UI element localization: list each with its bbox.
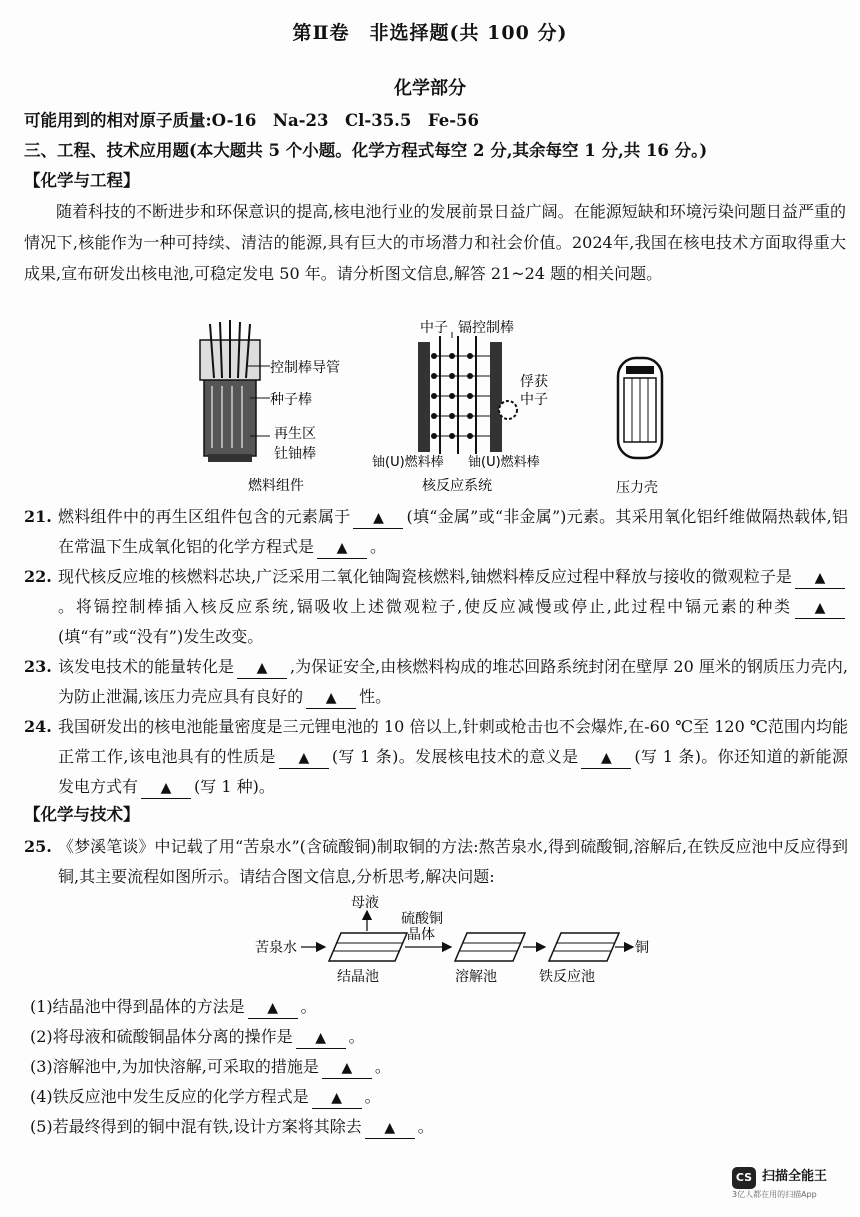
question-text: ,为保证安全,由核燃料构成的堆芯回路系统封闭在壁厚 20 厘米的钢质压力壳内,为防止泄漏,该压力壳应具有良好的	[58, 657, 848, 706]
scanner-logo-icon: CS	[732, 1167, 756, 1189]
sub-question-5	[30, 1112, 830, 1142]
sub-question-text: (3)溶解池中,为加快溶解,可采取的措施是	[30, 1057, 319, 1076]
question-22	[24, 562, 848, 652]
question-text: (写 1 条)。发展核电技术的意义是	[331, 747, 579, 766]
flow-crystal-2: 晶体	[407, 927, 435, 943]
caption-fuel-assembly: 燃料组件	[248, 478, 304, 494]
question-text: (填“有”或“没有”)发生改变。	[58, 627, 264, 646]
question-text: (写 1 种)。	[194, 777, 275, 796]
sub-question-4	[30, 1082, 830, 1112]
sub-question-suffix: 。	[374, 1057, 391, 1076]
label-cd-rod: 镉控制棒	[458, 320, 514, 336]
caption-reactor: 核反应系统	[422, 478, 492, 494]
sub-question-2	[30, 1022, 830, 1052]
question-number: 25.	[24, 837, 52, 856]
question-21	[24, 502, 848, 562]
sub-question-text: (4)铁反应池中发生反应的化学方程式是	[30, 1087, 309, 1106]
pressure-shell-drawing	[618, 358, 662, 458]
iron-reaction-pool	[549, 933, 619, 961]
sub-question-suffix: 。	[348, 1027, 365, 1046]
question-24	[24, 712, 848, 802]
flow-output: 铜	[635, 940, 649, 956]
flow-pool-3: 铁反应池	[539, 969, 595, 985]
dissolving-pool	[455, 933, 525, 961]
answer-blank[interactable]: ▲	[141, 778, 191, 799]
crystallization-pool	[329, 933, 407, 961]
label-guide-tube: 控制棒导管	[270, 360, 340, 376]
question-number: 21.	[24, 507, 52, 526]
question-text: 燃料组件中的再生区组件包含的元素属于	[58, 507, 351, 526]
label-u-rod-right: 铀(U)燃料棒	[468, 455, 540, 470]
sub-question-text: (5)若最终得到的铜中混有铁,设计方案将其除去	[30, 1117, 362, 1136]
answer-blank[interactable]: ▲	[353, 508, 403, 529]
flow-pool-2: 溶解池	[455, 969, 497, 985]
answer-blank[interactable]: ▲	[317, 538, 367, 559]
answer-blank[interactable]: ▲	[306, 688, 356, 709]
question-number: 22.	[24, 567, 52, 586]
label-capture-1: 俘获	[520, 374, 548, 390]
answer-blank[interactable]: ▲	[279, 748, 329, 769]
label-seed-rod: 种子棒	[270, 392, 312, 408]
answer-blank[interactable]: ▲	[237, 658, 287, 679]
question-text: (填“金属”或“非金属”)元素。其采用氧化铝纤维做隔热载体,铝在常温下生成氧化铝的化学方程式是	[58, 507, 848, 556]
question-text: 。	[370, 537, 387, 556]
question-23	[24, 652, 848, 712]
technology-label: 【化学与技术】	[24, 805, 140, 824]
fuel-assembly-drawing	[200, 320, 270, 462]
sub-question-3	[30, 1052, 830, 1082]
part-title: 化学部分	[394, 78, 466, 99]
label-u-rod-left: 铀(U)燃料棒	[372, 455, 444, 470]
label-thorium-rod: 钍铀棒	[274, 446, 316, 462]
answer-blank[interactable]: ▲	[795, 568, 845, 589]
question-25	[24, 832, 848, 892]
question-number: 23.	[24, 657, 52, 676]
question-text: 该发电技术的能量转化是	[58, 657, 235, 676]
reactor-drawing	[418, 332, 517, 454]
flow-mother-liquor: 母液	[351, 895, 379, 911]
flow-diagram	[255, 893, 655, 989]
answer-blank[interactable]: ▲	[296, 1028, 346, 1049]
engineering-label: 【化学与工程】	[24, 171, 140, 190]
sub-question-suffix: 。	[364, 1087, 381, 1106]
intro-passage: 随着科技的不断进步和环保意识的提高,核电池行业的发展前景日益广阔。在能源短缺和环境污染问题日益严重的情况下,核能作为一种可持续、清洁的能源,具有巨大的市场潜力和社会价值。2024年,我国在核电技术方面取得重大成果,宣布研发出核电池,可稳定发电 50 年。请分析图文信息,解答 21~24 题的相关问题。	[24, 202, 846, 283]
sub-question-suffix: 。	[300, 997, 317, 1016]
scanner-watermark	[732, 1165, 842, 1205]
answer-blank[interactable]: ▲	[581, 748, 631, 769]
answer-blank[interactable]: ▲	[365, 1118, 415, 1139]
label-neutron: 中子	[420, 320, 448, 336]
answer-blank[interactable]: ▲	[312, 1088, 362, 1109]
sub-question-text: (2)将母液和硫酸铜晶体分离的操作是	[30, 1027, 293, 1046]
question-number: 24.	[24, 717, 52, 736]
atomic-masses: 可能用到的相对原子质量:O-16 Na-23 Cl-35.5 Fe-56	[24, 111, 480, 130]
question-text: 《梦溪笔谈》中记载了用“苦泉水”(含硫酸铜)制取铜的方法:熬苦泉水,得到硫酸铜,溶解后,在铁反应池中反应得到铜,其主要流程如图所示。请结合图文信息,分析思考,解决问题:	[58, 837, 848, 886]
question-text: 我国研发出的核电池能量密度是三元锂电池的 10 倍以上,针刺或枪击也不会爆炸,在-60 ℃至 120 ℃范围内均能正常工作,该电池具有的性质是	[58, 717, 848, 766]
flow-pool-1: 结晶池	[337, 969, 379, 985]
nuclear-figure	[190, 318, 670, 498]
sub-question-text: (1)结晶池中得到晶体的方法是	[30, 997, 245, 1016]
flow-crystal-1: 硫酸铜	[401, 911, 443, 927]
answer-blank[interactable]: ▲	[248, 998, 298, 1019]
label-regen-zone: 再生区	[274, 426, 316, 442]
flow-input: 苦泉水	[255, 940, 297, 956]
answer-blank[interactable]: ▲	[795, 598, 845, 619]
scanner-tagline: 3亿人都在用的扫描App	[732, 1190, 817, 1199]
answer-blank[interactable]: ▲	[322, 1058, 372, 1079]
question-text: 。将镉控制棒插入核反应系统,镉吸收上述微观粒子,使反应减慢或停止,此过程中镉元素的种类	[58, 597, 792, 616]
section-title: 第Ⅱ卷 非选择题(共 100 分)	[292, 22, 568, 44]
question-text: 性。	[359, 687, 392, 706]
question-text: 现代核反应堆的核燃料芯块,广泛采用二氧化铀陶瓷核燃料,铀燃料棒反应过程中释放与接收的微观粒子是	[58, 567, 792, 586]
caption-pressure-shell: 压力壳	[616, 480, 658, 496]
sub-question-1	[30, 992, 830, 1022]
section-heading: 三、工程、技术应用题(本大题共 5 个小题。化学方程式每空 2 分,其余每空 1 分,共 16 分。)	[24, 141, 708, 160]
label-capture-2: 中子	[520, 392, 548, 408]
scanner-name: 扫描全能王	[762, 1169, 828, 1184]
question-text: (写 1 条)。你还知道的新能源发电方式有	[58, 747, 848, 796]
sub-question-suffix: 。	[417, 1117, 434, 1136]
